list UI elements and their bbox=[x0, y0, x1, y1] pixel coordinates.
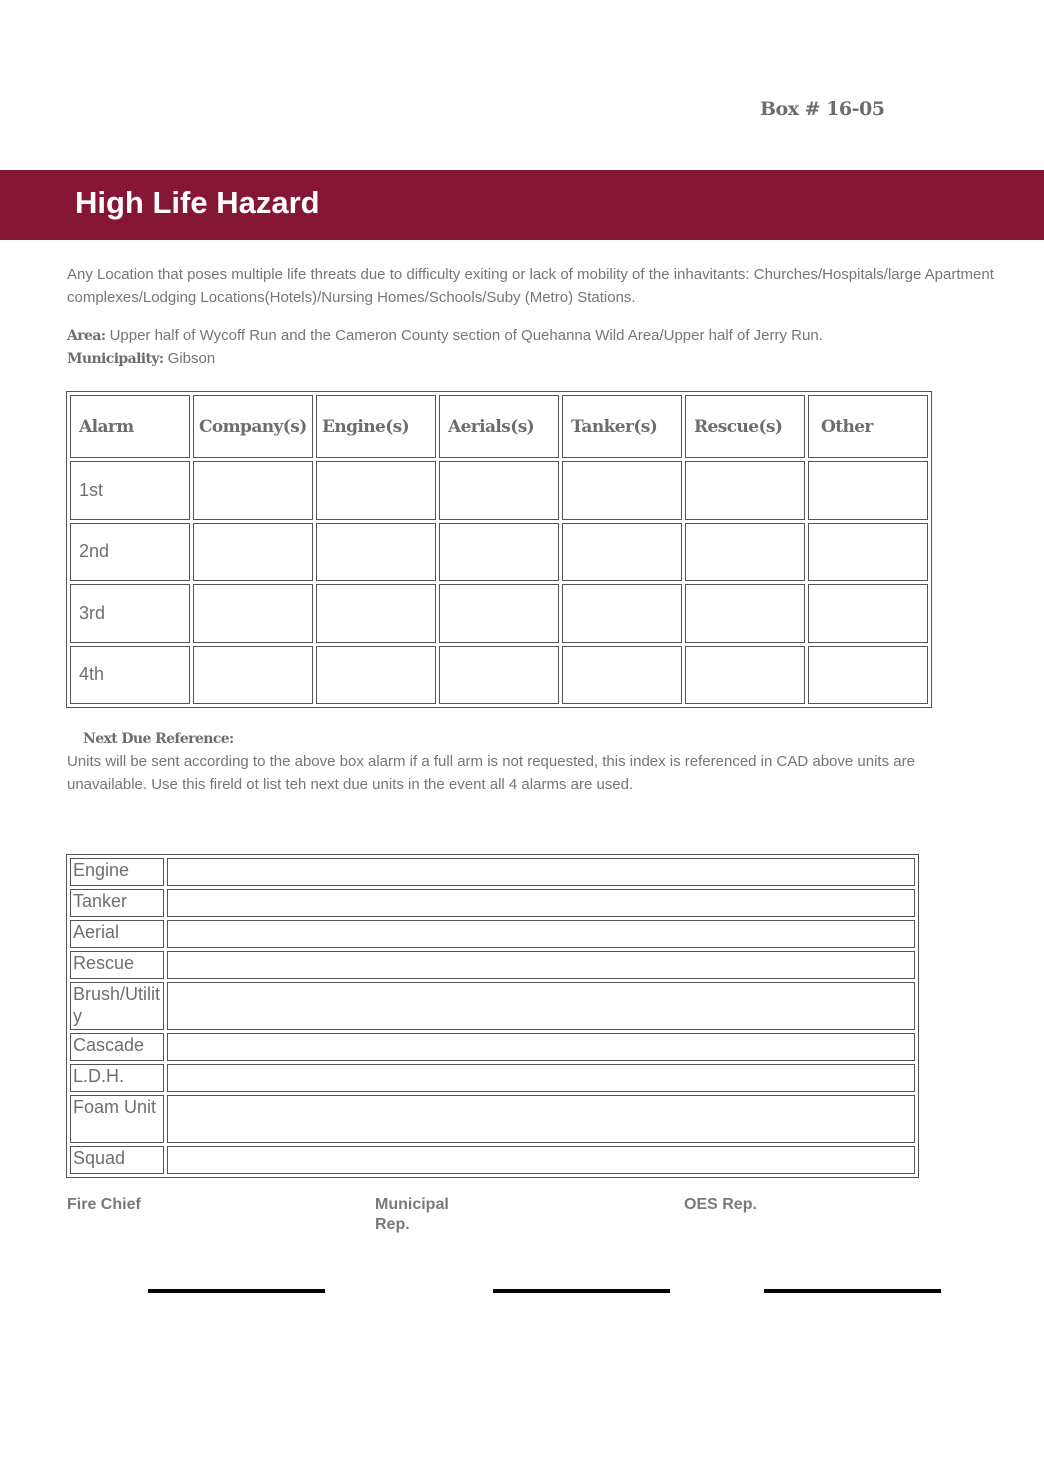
rescue-cell[interactable] bbox=[685, 584, 805, 643]
aerials-cell[interactable] bbox=[439, 523, 559, 582]
table-row bbox=[70, 889, 915, 917]
table-row bbox=[70, 1146, 915, 1174]
page-title: High Life Hazard bbox=[75, 185, 320, 220]
area-label: Area: bbox=[67, 328, 106, 344]
unit-value-cell[interactable] bbox=[167, 982, 915, 1030]
alarm-level: 3rd bbox=[70, 584, 190, 643]
unit-label: Brush/Utility bbox=[70, 982, 164, 1030]
table-row bbox=[70, 1064, 915, 1092]
alarm-level: 2nd bbox=[70, 523, 190, 582]
unit-label: Rescue bbox=[70, 951, 164, 979]
header-company: Company(s) bbox=[193, 395, 313, 458]
area-value: Upper half of Wycoff Run and the Cameron County section of Quehanna Wild Area/Upper half of Jerry Run. bbox=[109, 327, 823, 344]
alarm-table bbox=[66, 391, 932, 708]
table-row bbox=[70, 982, 915, 1030]
rescue-cell[interactable] bbox=[685, 523, 805, 582]
next-due-text: Units will be sent according to the above box alarm if a full arm is not requested, this index is referenced in CAD above units are unavailable. Use this fireld ot list teh next due units in the event all 4 alarms are used. bbox=[67, 753, 915, 793]
unit-value-cell[interactable] bbox=[167, 1146, 915, 1174]
tanker-cell[interactable] bbox=[562, 646, 682, 705]
aerials-cell[interactable] bbox=[439, 646, 559, 705]
table-row bbox=[70, 1095, 915, 1143]
other-cell[interactable] bbox=[808, 584, 928, 643]
fire-chief-signature-line[interactable] bbox=[148, 1289, 325, 1293]
aerials-cell[interactable] bbox=[439, 461, 559, 520]
other-cell[interactable] bbox=[808, 461, 928, 520]
unit-label: Squad bbox=[70, 1146, 164, 1174]
engine-cell[interactable] bbox=[316, 584, 436, 643]
unit-label: Tanker bbox=[70, 889, 164, 917]
company-cell[interactable] bbox=[193, 523, 313, 582]
table-row bbox=[70, 523, 928, 582]
unit-label: Cascade bbox=[70, 1033, 164, 1061]
table-row bbox=[70, 461, 928, 520]
unit-value-cell[interactable] bbox=[167, 1095, 915, 1143]
municipality-line bbox=[67, 350, 215, 367]
oes-rep-label: OES Rep. bbox=[684, 1196, 757, 1213]
table-row bbox=[70, 584, 928, 643]
table-row bbox=[70, 951, 915, 979]
header-engine: Engine(s) bbox=[316, 395, 436, 458]
unit-label: L.D.H. bbox=[70, 1064, 164, 1092]
unit-label: Aerial bbox=[70, 920, 164, 948]
engine-cell[interactable] bbox=[316, 523, 436, 582]
tanker-cell[interactable] bbox=[562, 523, 682, 582]
unit-value-cell[interactable] bbox=[167, 858, 915, 886]
next-due-title: Next Due Reference: bbox=[83, 731, 234, 747]
header-aerials: Aerials(s) bbox=[439, 395, 559, 458]
oes-rep-signature-line[interactable] bbox=[764, 1289, 941, 1293]
municipal-rep-label: Municipal Rep. bbox=[375, 1196, 449, 1233]
company-cell[interactable] bbox=[193, 646, 313, 705]
header-rescue: Rescue(s) bbox=[685, 395, 805, 458]
next-due-table bbox=[66, 854, 919, 1178]
other-cell[interactable] bbox=[808, 523, 928, 582]
fire-chief-label: Fire Chief bbox=[67, 1196, 141, 1213]
company-cell[interactable] bbox=[193, 584, 313, 643]
municipal-rep-signature-line[interactable] bbox=[493, 1289, 670, 1293]
header-other: Other bbox=[808, 395, 928, 458]
unit-value-cell[interactable] bbox=[167, 889, 915, 917]
alarm-table-header-row bbox=[70, 395, 928, 458]
unit-value-cell[interactable] bbox=[167, 951, 915, 979]
unit-label: Engine bbox=[70, 858, 164, 886]
table-row bbox=[70, 1033, 915, 1061]
intro-text: Any Location that poses multiple life threats due to difficulty exiting or lack of mobility of the inhavitants: Churches/Hospitals/large Apartment complexes/Lodging Locations(Hotels)/Nursing Homes/Schools/Suby (Metro) Stations. bbox=[67, 266, 994, 306]
alarm-level: 1st bbox=[70, 461, 190, 520]
tanker-cell[interactable] bbox=[562, 461, 682, 520]
engine-cell[interactable] bbox=[316, 461, 436, 520]
box-number: Box # 16-05 bbox=[760, 98, 885, 120]
header-alarm: Alarm bbox=[70, 395, 190, 458]
engine-cell[interactable] bbox=[316, 646, 436, 705]
rescue-cell[interactable] bbox=[685, 461, 805, 520]
other-cell[interactable] bbox=[808, 646, 928, 705]
table-row bbox=[70, 920, 915, 948]
company-cell[interactable] bbox=[193, 461, 313, 520]
municipality-value: Gibson bbox=[167, 350, 216, 367]
unit-value-cell[interactable] bbox=[167, 920, 915, 948]
alarm-level: 4th bbox=[70, 646, 190, 705]
area-line bbox=[67, 327, 823, 344]
tanker-cell[interactable] bbox=[562, 584, 682, 643]
unit-value-cell[interactable] bbox=[167, 1033, 915, 1061]
municipality-label: Municipality: bbox=[67, 351, 164, 367]
table-row bbox=[70, 858, 915, 886]
table-row bbox=[70, 646, 928, 705]
aerials-cell[interactable] bbox=[439, 584, 559, 643]
unit-label: Foam Unit bbox=[70, 1095, 164, 1143]
header-tanker: Tanker(s) bbox=[562, 395, 682, 458]
rescue-cell[interactable] bbox=[685, 646, 805, 705]
unit-value-cell[interactable] bbox=[167, 1064, 915, 1092]
